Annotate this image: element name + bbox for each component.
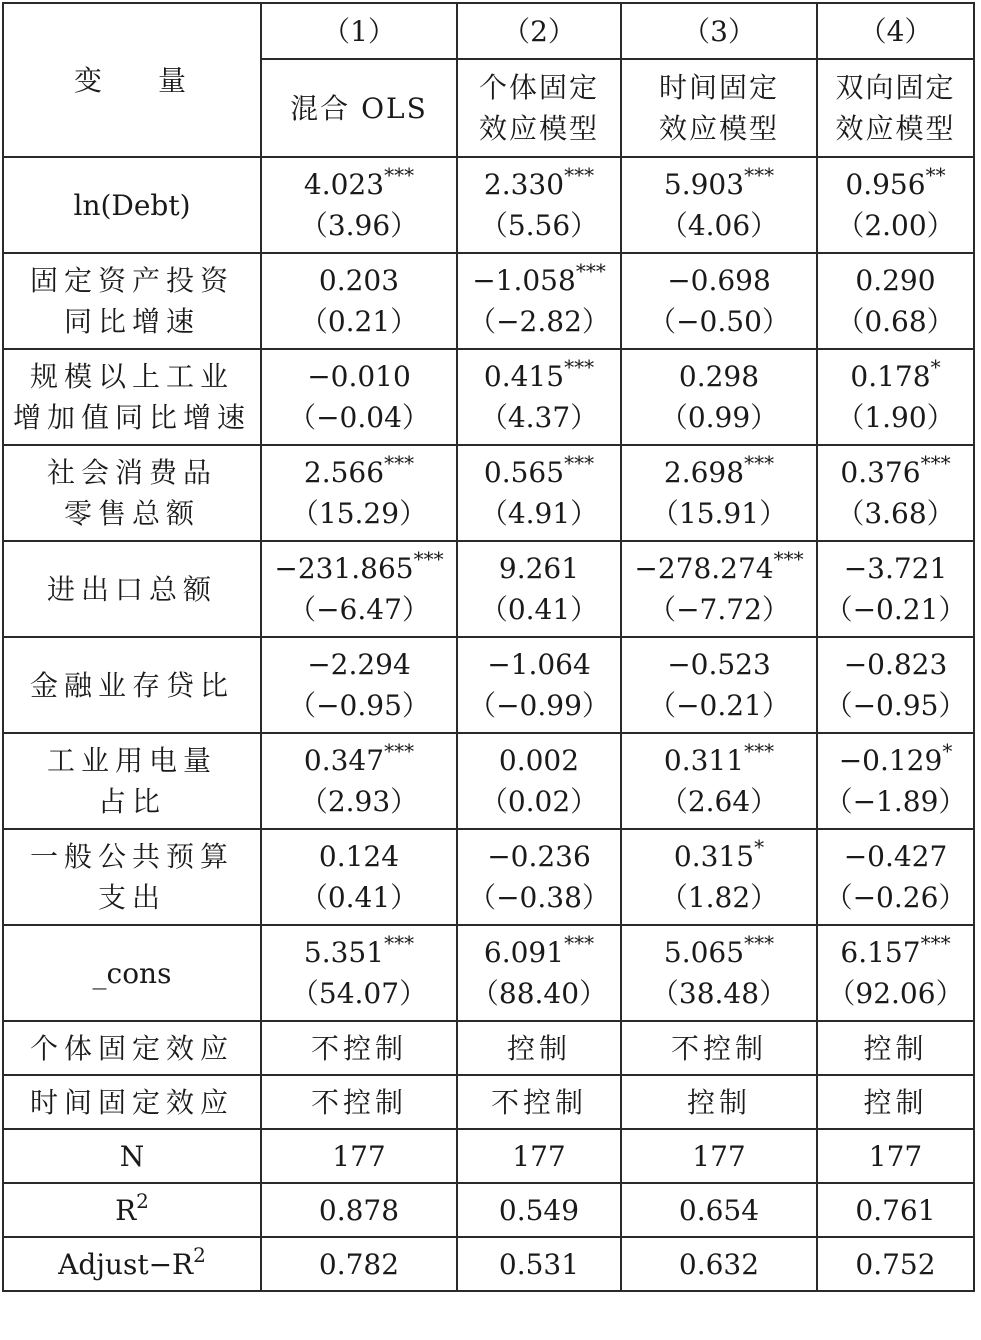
coef-cell [457, 445, 621, 541]
stat-cell: 0.878 [261, 1183, 457, 1237]
coef-cell [621, 637, 817, 733]
coef-cell [621, 157, 817, 253]
significance-stars: *** [564, 355, 595, 379]
stat-cell: 0.654 [621, 1183, 817, 1237]
variable-label-line: 规模以上工业 [29, 360, 234, 393]
significance-stars: *** [773, 547, 804, 571]
model-name-3 [621, 59, 817, 157]
stat-cell: 0.752 [817, 1237, 974, 1291]
significance-stars: *** [384, 739, 415, 763]
coefficient: −0.698 [667, 264, 771, 297]
variable-label-line: 占比 [97, 785, 166, 818]
variable-label [3, 541, 261, 637]
coef-cell [261, 157, 457, 253]
control-row [3, 1075, 974, 1129]
model-name-line: 混合 OLS [290, 91, 428, 125]
coef-row [3, 637, 974, 733]
t-statistic: （−0.21） [824, 593, 967, 626]
t-statistic: （0.02） [479, 785, 599, 818]
coefficient: 0.290 [855, 264, 936, 297]
stat-cell: 0.761 [817, 1183, 974, 1237]
variable-label-line: 支出 [97, 881, 166, 914]
coefficient: 0.203 [318, 264, 400, 297]
t-statistic: （4.91） [479, 497, 599, 530]
variable-label [3, 925, 261, 1021]
t-statistic: （0.41） [479, 593, 599, 626]
coef-cell [621, 925, 817, 1021]
variable-label-line: 工业用电量 [46, 744, 217, 777]
t-statistic: （1.90） [836, 401, 955, 434]
t-statistic: （0.41） [299, 881, 419, 914]
variable-label-line: 社会消费品 [46, 456, 217, 489]
coef-cell [261, 733, 457, 829]
variable-label-line: _cons [92, 956, 172, 990]
coef-row [3, 829, 974, 925]
significance-stars: * [942, 739, 953, 763]
coef-cell [817, 829, 974, 925]
coefficient: −278.274*** [634, 547, 804, 585]
stat-label-text: Adjust−R [58, 1247, 194, 1281]
model-name-line: 个体固定 [478, 71, 599, 104]
t-statistic: （4.06） [659, 209, 779, 242]
model-name-2 [457, 59, 621, 157]
coefficient: 5.903*** [663, 163, 775, 201]
coefficient: −0.010 [307, 360, 411, 393]
variable-label-line: ln(Debt) [73, 188, 191, 222]
coef-cell [261, 445, 457, 541]
coefficient: −0.523 [667, 648, 771, 681]
coefficient: 0.565*** [483, 451, 595, 489]
coefficient: −231.865*** [274, 547, 444, 585]
model-name-line: 时间固定 [658, 71, 779, 104]
t-statistic: （−0.26） [824, 881, 967, 914]
coefficient: 2.698*** [663, 451, 775, 489]
t-statistic: （−7.72） [648, 593, 790, 626]
t-statistic: （92.06） [827, 977, 964, 1010]
t-statistic: （2.00） [836, 209, 955, 242]
coef-cell [621, 829, 817, 925]
t-statistic: （−6.47） [288, 593, 430, 626]
t-statistic: （15.29） [290, 497, 428, 530]
coefficient: 0.124 [318, 840, 400, 873]
t-statistic: （3.68） [836, 497, 955, 530]
coefficient: −0.236 [487, 840, 591, 873]
model-name-line: 效应模型 [835, 112, 956, 145]
significance-stars: *** [920, 451, 951, 475]
coef-cell [261, 925, 457, 1021]
coefficient: −1.058*** [472, 259, 606, 297]
t-statistic: （4.37） [479, 401, 599, 434]
variable-label-line: 增加值同比增速 [12, 401, 251, 434]
coefficient: −3.721 [843, 552, 948, 585]
coef-cell [817, 925, 974, 1021]
significance-stars: *** [564, 163, 595, 187]
variable-label-line: 固定资产投资 [29, 264, 234, 297]
control-label: 个体固定效应 [3, 1021, 261, 1075]
variable-label-line: 零售总额 [63, 497, 200, 530]
coefficient: 6.091*** [483, 931, 595, 969]
t-statistic: （15.91） [650, 497, 788, 530]
stat-cell: 0.549 [457, 1183, 621, 1237]
coef-cell [457, 157, 621, 253]
variable-label-line: 金融业存贷比 [29, 668, 234, 702]
variable-label [3, 733, 261, 829]
variable-label [3, 349, 261, 445]
coefficient: 4.023*** [303, 163, 415, 201]
significance-stars: *** [744, 931, 775, 955]
coef-cell [457, 637, 621, 733]
significance-stars: *** [564, 451, 595, 475]
significance-stars: *** [575, 259, 606, 283]
t-statistic: （1.82） [659, 881, 779, 914]
coef-row [3, 541, 974, 637]
coef-cell [817, 157, 974, 253]
coef-cell [261, 829, 457, 925]
variable-label-line: 同比增速 [63, 305, 200, 338]
stat-row [3, 1237, 974, 1291]
t-statistic: （−0.21） [648, 689, 790, 722]
coefficient: −0.427 [843, 840, 948, 873]
stat-cell: 177 [621, 1129, 817, 1183]
coefficient: 5.065*** [663, 931, 775, 969]
coef-row [3, 253, 974, 349]
coef-cell [621, 445, 817, 541]
variable-label [3, 157, 261, 253]
column-number-3: （3） [621, 3, 817, 59]
coefficient: −1.064 [487, 648, 591, 681]
model-name-4 [817, 59, 974, 157]
coef-cell [817, 253, 974, 349]
coef-cell [457, 925, 621, 1021]
coefficient: 0.956** [845, 163, 946, 201]
control-row [3, 1021, 974, 1075]
model-name-1 [261, 59, 457, 157]
coef-cell [621, 733, 817, 829]
significance-stars: * [930, 355, 941, 379]
variable-label-line: 一般公共预算 [29, 840, 234, 873]
stat-row [3, 1129, 974, 1183]
coef-row [3, 925, 974, 1021]
coef-cell [457, 253, 621, 349]
coef-cell [261, 349, 457, 445]
coef-cell [261, 541, 457, 637]
variable-header-text: 变 量 [73, 63, 186, 97]
significance-stars: *** [413, 547, 444, 571]
t-statistic: （−0.04） [288, 401, 430, 434]
coefficient: 6.157*** [840, 931, 951, 969]
coefficient: 0.315* [673, 835, 765, 873]
coef-cell [817, 733, 974, 829]
t-statistic: （−0.95） [824, 689, 967, 722]
column-number-1: （1） [261, 3, 457, 59]
t-statistic: （−0.38） [468, 881, 610, 914]
stat-cell: 177 [817, 1129, 974, 1183]
coefficient: 0.002 [498, 744, 580, 777]
t-statistic: （−0.95） [288, 689, 430, 722]
significance-stars: ** [925, 163, 946, 187]
regression-table [2, 2, 975, 1292]
coef-cell [261, 253, 457, 349]
stat-label [3, 1237, 261, 1291]
coef-cell [457, 541, 621, 637]
coef-row [3, 157, 974, 253]
stat-label-superscript: 2 [136, 1188, 149, 1213]
stat-row [3, 1183, 974, 1237]
coef-cell [457, 733, 621, 829]
significance-stars: * [754, 835, 765, 859]
t-statistic: （38.48） [650, 977, 788, 1010]
stat-label-text: N [119, 1139, 145, 1173]
coefficient: 0.347*** [303, 739, 415, 777]
stat-cell: 0.531 [457, 1237, 621, 1291]
model-name-line: 效应模型 [658, 112, 779, 145]
coef-cell [261, 637, 457, 733]
coef-row [3, 349, 974, 445]
control-cell: 控制 [817, 1075, 974, 1129]
coefficient: 0.311*** [663, 739, 775, 777]
coef-cell [817, 541, 974, 637]
column-number-2: （2） [457, 3, 621, 59]
t-statistic: （0.68） [836, 305, 955, 338]
coefficient: 9.261 [498, 552, 580, 585]
variable-label [3, 829, 261, 925]
column-number-4: （4） [817, 3, 974, 59]
stat-cell: 177 [261, 1129, 457, 1183]
significance-stars: *** [744, 451, 775, 475]
t-statistic: （5.56） [479, 209, 599, 242]
coefficient: 0.376*** [840, 451, 951, 489]
stat-label-text: R [115, 1193, 137, 1227]
variable-label [3, 253, 261, 349]
variable-label-line: 进出口总额 [46, 572, 217, 606]
significance-stars: *** [384, 931, 415, 955]
header-row-numbers [3, 3, 974, 59]
control-cell: 不控制 [261, 1021, 457, 1075]
coef-cell [817, 349, 974, 445]
stat-label [3, 1129, 261, 1183]
model-name-line: 双向固定 [835, 71, 956, 104]
control-cell: 不控制 [261, 1075, 457, 1129]
control-cell: 不控制 [457, 1075, 621, 1129]
coef-cell [457, 829, 621, 925]
t-statistic: （0.99） [659, 401, 779, 434]
significance-stars: *** [744, 739, 775, 763]
t-statistic: （0.21） [299, 305, 419, 338]
significance-stars: *** [564, 931, 595, 955]
significance-stars: *** [744, 163, 775, 187]
t-statistic: （2.93） [299, 785, 419, 818]
coef-row [3, 445, 974, 541]
coef-cell [457, 349, 621, 445]
control-cell: 控制 [457, 1021, 621, 1075]
coef-cell [621, 349, 817, 445]
coef-row [3, 733, 974, 829]
coef-cell [621, 253, 817, 349]
t-statistic: （−0.99） [468, 689, 610, 722]
control-cell: 控制 [621, 1075, 817, 1129]
t-statistic: （54.07） [290, 977, 428, 1010]
coefficient: 0.298 [678, 360, 760, 393]
significance-stars: *** [384, 163, 415, 187]
coef-cell [817, 445, 974, 541]
stat-label-superscript: 2 [193, 1242, 206, 1267]
stat-cell: 0.632 [621, 1237, 817, 1291]
t-statistic: （3.96） [299, 209, 419, 242]
coef-cell [621, 541, 817, 637]
significance-stars: *** [384, 451, 415, 475]
t-statistic: （−1.89） [824, 785, 967, 818]
stat-label [3, 1183, 261, 1237]
t-statistic: （2.64） [659, 785, 779, 818]
t-statistic: （−0.50） [648, 305, 790, 338]
model-name-line: 效应模型 [478, 112, 599, 145]
coefficient: 0.415*** [483, 355, 595, 393]
coefficient: 5.351*** [303, 931, 415, 969]
coefficient: −2.294 [307, 648, 411, 681]
t-statistic: （−2.82） [468, 305, 610, 338]
variable-label [3, 637, 261, 733]
control-cell: 不控制 [621, 1021, 817, 1075]
stat-cell: 0.782 [261, 1237, 457, 1291]
coefficient: 2.566*** [303, 451, 415, 489]
stat-cell: 177 [457, 1129, 621, 1183]
coef-cell [817, 637, 974, 733]
control-cell: 控制 [817, 1021, 974, 1075]
t-statistic: （88.40） [470, 977, 608, 1010]
coefficient: 2.330*** [483, 163, 595, 201]
coefficient: −0.823 [843, 648, 948, 681]
variable-label [3, 445, 261, 541]
coefficient: 0.178* [850, 355, 941, 393]
control-label: 时间固定效应 [3, 1075, 261, 1129]
variable-header [3, 3, 261, 157]
significance-stars: *** [920, 931, 951, 955]
coefficient: −0.129* [838, 739, 953, 777]
